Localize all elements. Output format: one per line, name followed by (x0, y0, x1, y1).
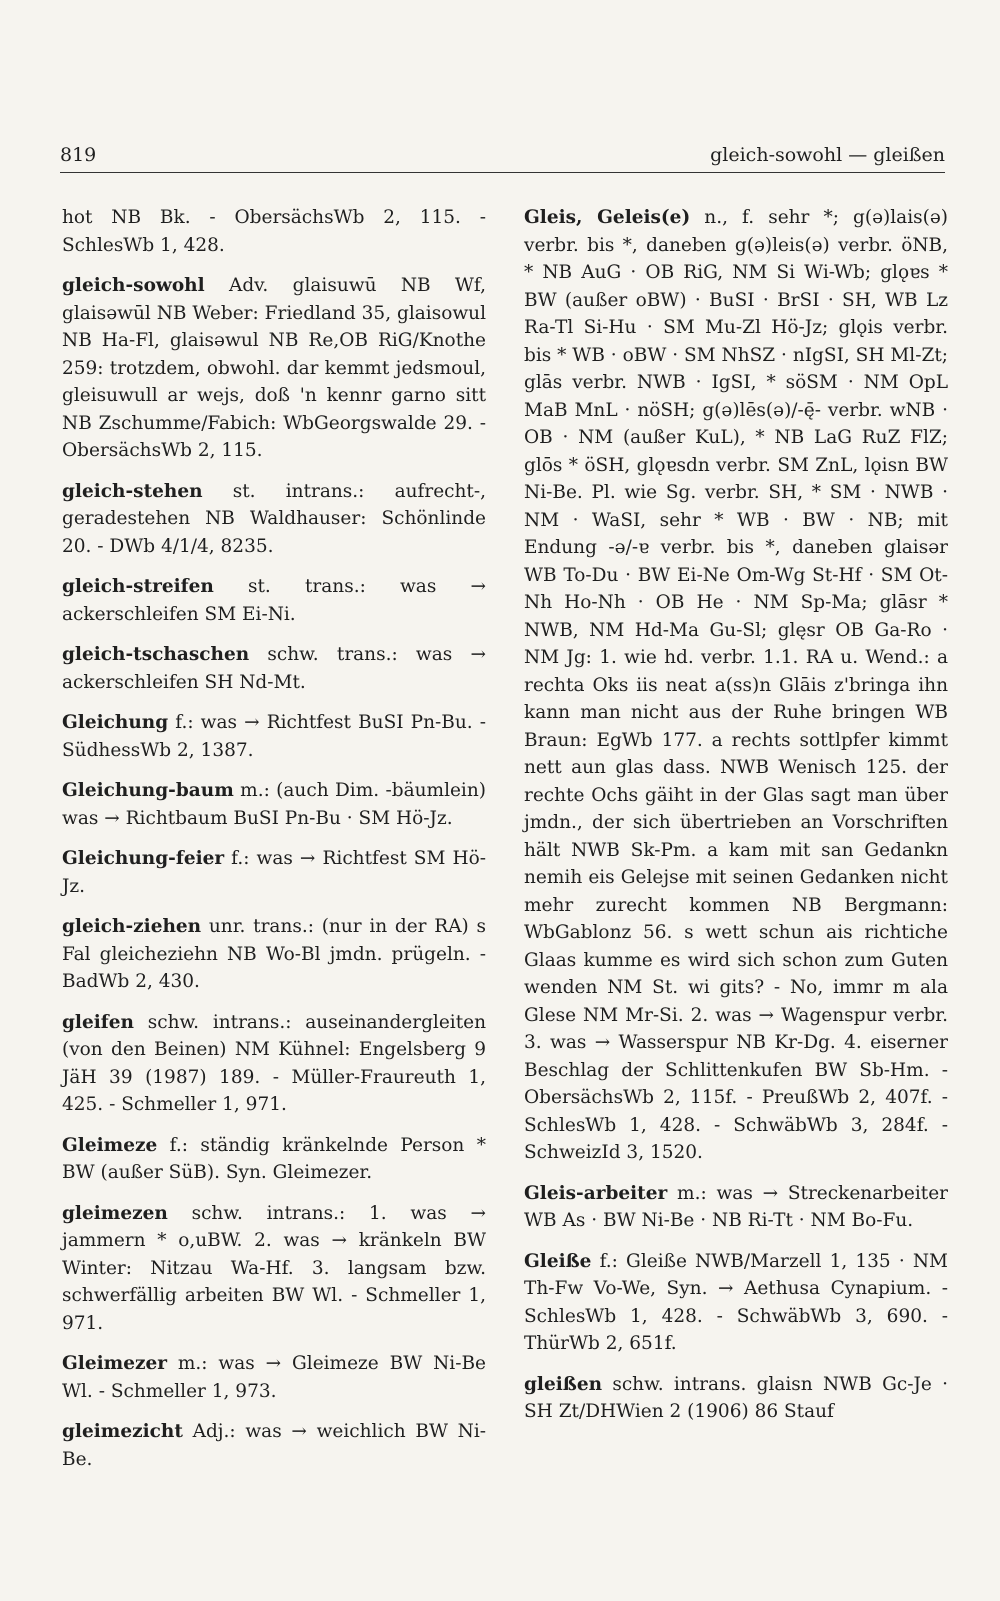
entry-lemma: gleich-sowohl (62, 275, 205, 296)
left-column (62, 204, 486, 1486)
page-number: 819 (60, 144, 97, 166)
dictionary-entry (62, 1418, 486, 1473)
entry-lemma: gleimezicht (62, 1421, 183, 1442)
dictionary-entry (62, 1132, 486, 1187)
entry-text: m.: (auch Dim. -bäumlein) was → Richtbaum BuSI Pn-Bu · SM Hö-Jz. (62, 780, 486, 829)
entry-text: f.: Gleiße NWB/Marzell 1, 135 · NM Th-Fw Vo-We, Syn. → Aethusa Cynapium. - SchlesWb 1, 428. - SchwäbWb 3, 690. - ThürWb 2, 651f. (524, 1250, 948, 1354)
dictionary-entry (62, 845, 486, 900)
entry-text: f.: was → Richtfest BuSI Pn-Bu. - SüdhessWb 2, 1387. (62, 712, 486, 761)
entry-lemma: Gleichung-baum (62, 780, 234, 801)
entry-text: m.: was → Streckenarbeiter WB As · BW Ni-Be · NB Ri-Tt · NM Bo-Fu. (524, 1182, 948, 1231)
page-header (60, 138, 945, 173)
entry-text: st. trans.: was → ackerschleifen SM Ei-Ni. (62, 576, 486, 625)
dictionary-entry (62, 641, 486, 696)
entry-lemma: gleimezen (62, 1202, 168, 1224)
dictionary-entry (62, 913, 486, 996)
entry-lemma: Gleiße (524, 1250, 592, 1272)
entry-text: f.: ständig kränkelnde Person * BW (außer SüB). Syn. Gleimezer. (62, 1134, 486, 1183)
entry-text: schw. intrans. glaisn NWB Gc-Je · SH Zt/DHWien 2 (1906) 86 Stauf (524, 1373, 948, 1422)
entry-text: schw. intrans.: auseinandergleiten (von den Beinen) NM Kühnel: Engelsberg 9 JäH 39 (1987) 189. - Müller-Fraureuth 1, 425. - Schmeller 1, 971. (62, 1011, 486, 1115)
entry-text: st. intrans.: aufrecht-, geradestehen NB Waldhauser: Schönlinde 20. - DWb 4/1/4, 8235. (62, 480, 486, 557)
entry-lemma: gleißen (524, 1373, 603, 1395)
dictionary-entry (62, 1200, 486, 1338)
dictionary-entry (62, 573, 486, 628)
entry-text: Adv. glaisuwū NB Wf, glaisəwūl NB Weber: Friedland 35, glaisowul NB Ha-Fl, glaisəwul NB Re,OB RiG/Knothe 259: trotzdem, obwohl. dar kemmt jedsmoul, gleisuwull ar wejs, doß 'n kennr garno sitt NB Zschumme/Fabich: WbGeorgswalde 29. - ObersächsWb 2, 115. (62, 275, 486, 461)
dictionary-entry (62, 478, 486, 561)
entry-lemma: gleich-stehen (62, 480, 203, 502)
entry-lemma: gleifen (62, 1011, 134, 1033)
entry-text: Adj.: was → weichlich BW Ni-Be. (62, 1421, 486, 1470)
dictionary-entry (62, 204, 486, 259)
entry-text: hot NB Bk. - ObersächsWb 2, 115. - SchlesWb 1, 428. (62, 207, 486, 256)
running-title: gleich-sowohl — gleißen (710, 144, 945, 166)
entry-lemma: gleich-streifen (62, 576, 214, 597)
dictionary-entry (62, 1009, 486, 1119)
entry-text: schw. intrans.: 1. was → jammern * o,uBW. 2. was → kränkeln BW Winter: Nitzau Wa-Hf. 3. langsam bzw. schwerfällig arbeiten BW Wl. - Schmeller 1, 971. (62, 1202, 486, 1334)
entry-text: unr. trans.: (nur in der RA) s Fal gleicheziehn NB Wo-Bl jmdn. prügeln. - BadWb 2, 430. (62, 916, 486, 992)
right-column (524, 204, 948, 1439)
dictionary-entry (524, 1180, 948, 1235)
entry-text: f.: was → Richtfest SM Hö-Jz. (62, 848, 486, 897)
entry-lemma: Gleis, Geleis(e) (524, 207, 691, 228)
dictionary-entry (62, 777, 486, 832)
entry-lemma: Gleichung-feier (62, 848, 225, 869)
dictionary-entry (62, 272, 486, 465)
entry-text: m.: was → Gleimeze BW Ni-Be Wl. - Schmeller 1, 973. (62, 1353, 486, 1402)
entry-text: schw. trans.: was → ackerschleifen SH Nd-Mt. (62, 644, 486, 693)
dictionary-entry (524, 1371, 948, 1426)
dictionary-entry (62, 709, 486, 764)
entry-lemma: gleich-ziehen (62, 916, 202, 937)
entry-lemma: Gleimeze (62, 1134, 158, 1156)
dictionary-entry (524, 204, 948, 1167)
entry-text: n., f. sehr *; g(ə)lais(ə) verbr. bis *, daneben g(ə)leis(ə) verbr. öNB, * NB AuG · OB RiG, NM Si Wi-Wb; glǫɐs * BW (außer oBW) · BuSI · BrSI · SH, WB Lz Ra-Tl Si-Hu · SM Mu-Zl Hö-Jz; glǫis verbr. bis * WB · oBW · SM NhSZ · nIgSI, SH Ml-Zt; glās verbr. NWB · IgSI, * söSM · NM OpL MaB MnL · nöSH; g(ə)lēs(ə)/-ę̄- verbr. wNB · OB · NM (außer KuL), * NB LaG RuZ FlZ; glōs * öSH, glǫɐsdn verbr. SM ZnL, lǫisn BW Ni-Be. Pl. wie Sg. verbr. SH, * SM · NWB · NM · WaSI, sehr * WB · BW · NB; mit Endung -ə/-ɐ verbr. bis *, daneben glaisər WB To-Du · BW Ei-Ne Om-Wg St-Hf · SM Ot-Nh Ho-Nh · OB He · NM Sp-Ma; glāsr * NWB, NM Hd-Ma Gu-Sl; glęsr OB Ga-Ro · NM Jg: 1. wie hd. verbr. 1.1. RA u. Wend.: a rechta Oks iis neat a(ss)n Glāis z'bringa ihn kann man nicht aus der Ruhe bringen WB Braun: EgWb 177. a rechts sottlpfer kimmt nett aun glas dass. NWB Wenisch 125. der rechte Ochs gäiht in der Glas sagt man über jmdn., der sich übertrieben an Vorschriften hält NWB Sk-Pm. a kam mit san Gedankn nemih eis Gelejse mit seinen Gedanken nicht mehr zurecht kommen NB Bergmann: WbGablonz 56. s wett schun ais richtiche Glaas kumme es wird sich schon zum Guten wenden NM St. wi gits? - No, immr m ala Glese NM Mr-Si. 2. was → Wagenspur verbr. 3. was → Wasserspur NB Kr-Dg. 4. eiserner Beschlag der Schlittenkufen BW Sb-Hm. - ObersächsWb 2, 115f. - PreußWb 2, 407f. - SchlesWb 1, 428. - SchwäbWb 3, 284f. - SchweizId 3, 1520. (524, 207, 949, 1163)
dictionary-entry (62, 1350, 486, 1405)
entry-lemma: Gleimezer (62, 1353, 167, 1374)
entry-lemma: Gleichung (62, 712, 169, 733)
entry-lemma: gleich-tschaschen (62, 644, 250, 665)
entry-lemma: Gleis-arbeiter (524, 1182, 668, 1204)
dictionary-entry (524, 1248, 948, 1358)
